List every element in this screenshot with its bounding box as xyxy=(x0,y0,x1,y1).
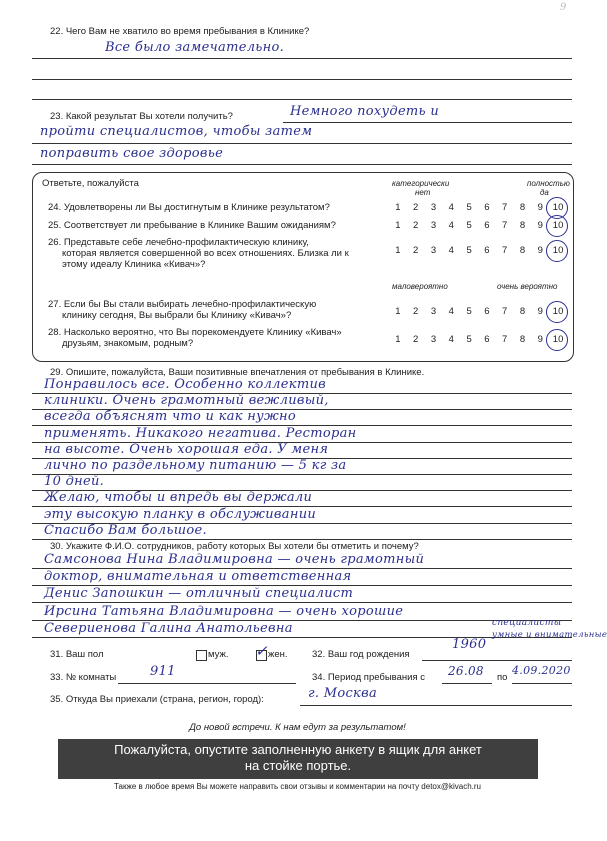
divider xyxy=(32,637,572,638)
scale-1[interactable]: 1 xyxy=(395,306,401,317)
divider xyxy=(32,164,572,165)
divider xyxy=(300,705,572,706)
q34-from: 26.08 xyxy=(448,664,484,678)
q33-label: 33. № комнаты xyxy=(50,672,117,683)
scale-9[interactable]: 9 xyxy=(537,245,543,256)
q22-label: 22. Чего Вам не хватило во время пребывания в Клинике? xyxy=(50,26,310,37)
scale-8[interactable]: 8 xyxy=(519,202,526,213)
scale-2[interactable]: 2 xyxy=(413,202,419,213)
scale-3[interactable]: 3 xyxy=(430,245,437,256)
divider xyxy=(32,539,572,540)
q35-answer: г. Москва xyxy=(308,686,378,701)
scale-6[interactable]: 6 xyxy=(484,245,490,256)
scale-10[interactable]: 10 xyxy=(552,202,564,213)
scale-9[interactable]: 9 xyxy=(537,334,543,345)
scale-3[interactable]: 3 xyxy=(430,202,437,213)
scale-2[interactable]: 2 xyxy=(413,245,419,256)
scale-label-unlikely: маловероятно xyxy=(392,282,448,291)
q26-label-2: которая является совершенной во всех отношениях. Близка ли к xyxy=(62,248,349,259)
q26-label-1: 26. Представьте себе лечебно-профилактическую клинику, xyxy=(48,237,309,248)
scale-label-very-likely: очень вероятно xyxy=(497,282,558,291)
divider xyxy=(283,122,572,123)
q30-answer-line: доктор, внимательная и ответственная xyxy=(44,569,352,585)
q26-label-3: этому идеалу Клиника «Кивач»? xyxy=(62,259,206,270)
q30-note-1: специалисты xyxy=(492,618,562,628)
instruction-banner xyxy=(58,739,538,779)
scale-6[interactable]: 6 xyxy=(484,334,490,345)
q26-scale xyxy=(389,245,567,256)
q29-answer-line: клиники. Очень грамотный вежливый, xyxy=(44,393,329,409)
divider xyxy=(32,99,572,100)
q28-selected-circle xyxy=(546,329,568,351)
q24-label: 24. Удовлетворены ли Вы достигнутым в Клинике результатом? xyxy=(48,202,330,213)
scale-4[interactable]: 4 xyxy=(448,334,454,345)
scale-label-right-2: да xyxy=(540,188,549,197)
divider xyxy=(32,474,572,475)
scale-10[interactable]: 10 xyxy=(552,245,564,256)
q29-answer-line: на высоте. Очень хорошая еда. У меня xyxy=(44,441,329,457)
scale-1[interactable]: 1 xyxy=(395,334,401,345)
scale-7[interactable]: 7 xyxy=(502,334,508,345)
q30-note-2: умные и внимательные xyxy=(492,630,607,640)
q28-scale xyxy=(389,334,567,345)
q24-scale xyxy=(389,202,567,213)
q23-answer-line3: поправить свое здоровье xyxy=(40,146,224,161)
scale-5[interactable]: 5 xyxy=(466,202,472,213)
scale-3[interactable]: 3 xyxy=(430,334,437,345)
q30-answer-line: Севериенова Галина Анатольевна xyxy=(44,620,293,636)
q29-answer-line: всегда объяснят что и как нужно xyxy=(44,409,297,425)
q34-to: 4.09.2020 xyxy=(512,664,571,677)
female-label: жен. xyxy=(268,649,288,660)
instruction-line-1: Пожалуйста, опустите заполненную анкету в ящик для анкет xyxy=(114,742,482,757)
q30-answer-line: Ирсина Татьяна Владимировна — очень хорошие xyxy=(44,603,404,619)
scale-8[interactable]: 8 xyxy=(519,220,526,231)
q27-label-1: 27. Если бы Вы стали выбирать лечебно-профилактическую xyxy=(48,299,317,310)
scale-5[interactable]: 5 xyxy=(466,306,472,317)
q25-label: 25. Соответствует ли пребывание в Клинике Вашим ожиданиям? xyxy=(48,220,336,231)
q29-answer-line: лично по раздельному питанию — 5 кг за xyxy=(44,458,347,473)
instruction-line-2: на стойке портье. xyxy=(244,758,352,773)
scale-8[interactable]: 8 xyxy=(519,334,526,345)
scale-4[interactable]: 4 xyxy=(448,306,454,317)
male-label: муж. xyxy=(208,649,229,660)
divider xyxy=(32,143,572,144)
scale-8[interactable]: 8 xyxy=(519,245,526,256)
scale-1[interactable]: 1 xyxy=(395,245,401,256)
q29-answer-line: Спасибо Вам большое. xyxy=(44,522,207,538)
scale-7[interactable]: 7 xyxy=(502,306,508,317)
male-checkbox[interactable] xyxy=(196,650,207,661)
scale-2[interactable]: 2 xyxy=(413,334,419,345)
q28-label-2: друзьям, знакомым, родным? xyxy=(62,338,194,349)
q26-selected-circle xyxy=(546,240,568,262)
q25-selected-circle xyxy=(546,215,568,237)
divider xyxy=(512,683,572,684)
ratings-header: Ответьте, пожалуйста xyxy=(42,178,139,189)
scale-label-right: полностью xyxy=(527,179,570,188)
scale-5[interactable]: 5 xyxy=(466,334,472,345)
scale-9[interactable]: 9 xyxy=(537,220,543,231)
q28-label-1: 28. Насколько вероятно, что Вы порекомендуете Клинику «Кивач» xyxy=(48,327,342,338)
scale-4[interactable]: 4 xyxy=(448,220,454,231)
q34-to-label: по xyxy=(497,672,508,683)
q29-answer-line: применять. Никакого негатива. Ресторан xyxy=(44,425,357,441)
q31-label: 31. Ваш пол xyxy=(50,649,104,660)
divider xyxy=(442,683,492,684)
scale-4[interactable]: 4 xyxy=(448,202,454,213)
scale-5[interactable]: 5 xyxy=(466,245,472,256)
scale-5[interactable]: 5 xyxy=(466,220,472,231)
scale-9[interactable]: 9 xyxy=(537,306,543,317)
scale-2[interactable]: 2 xyxy=(413,220,419,231)
scale-1[interactable]: 1 xyxy=(395,202,401,213)
q22-answer: Все было замечательно. xyxy=(105,40,285,55)
q32-label: 32. Ваш год рождения xyxy=(312,649,410,660)
scale-label-left: категорически xyxy=(392,179,450,188)
divider xyxy=(32,58,572,59)
q27-scale xyxy=(389,306,567,317)
q30-answer-line: Самсонова Нина Владимировна — очень грамотный xyxy=(44,552,425,567)
scale-7[interactable]: 7 xyxy=(502,220,508,231)
q25-scale xyxy=(389,220,567,231)
scale-6[interactable]: 6 xyxy=(484,306,490,317)
q29-answer-line: эту высокую планку в обслуживании xyxy=(44,506,317,522)
page-number: 9 xyxy=(560,2,567,13)
q27-selected-circle xyxy=(546,301,568,323)
q27-label-2: клинику сегодня, Вы выбрали бы Клинику «Кивач»? xyxy=(62,310,292,321)
q32-answer: 1960 xyxy=(452,637,487,652)
q23-label: 23. Какой результат Вы хотели получить? xyxy=(50,111,233,122)
q33-answer: 911 xyxy=(150,664,176,679)
scale-4[interactable]: 4 xyxy=(448,245,454,256)
scale-10[interactable]: 10 xyxy=(552,220,564,231)
scale-2[interactable]: 2 xyxy=(413,306,419,317)
divider xyxy=(118,683,296,684)
q29-label: 29. Опишите, пожалуйста, Ваши позитивные впечатления от пребывания в Клинике. xyxy=(50,367,425,378)
divider xyxy=(32,79,572,80)
q34-label: 34. Период пребывания с xyxy=(312,672,425,683)
scale-label-left-2: нет xyxy=(415,188,431,197)
contact-text: Также в любое время Вы можете направить свои отзывы и комментарии на почту detox@kivach.ru xyxy=(113,782,482,791)
female-checkmark: ✓ xyxy=(255,642,268,660)
scale-6[interactable]: 6 xyxy=(484,202,490,213)
q30-answer-line: Денис Запошкин — отличный специалист xyxy=(44,586,354,602)
scale-10[interactable]: 10 xyxy=(552,306,564,317)
q23-answer-line1: Немного похудеть и xyxy=(290,104,440,119)
scale-9[interactable]: 9 xyxy=(537,202,543,213)
scale-8[interactable]: 8 xyxy=(519,306,526,317)
scale-7[interactable]: 7 xyxy=(502,202,508,213)
scale-10[interactable]: 10 xyxy=(552,334,564,345)
scale-1[interactable]: 1 xyxy=(395,220,401,231)
q23-answer-line2: пройти специалистов, чтобы затем xyxy=(40,124,313,139)
q35-label: 35. Откуда Вы приехали (страна, регион, город): xyxy=(50,694,264,705)
divider xyxy=(422,660,572,661)
q30-label: 30. Укажите Ф.И.О. сотрудников, работу которых Вы хотели бы отметить и почему? xyxy=(50,541,419,552)
q29-answer-line: Желаю, чтобы и впредь вы держали xyxy=(44,490,313,506)
scale-7[interactable]: 7 xyxy=(502,245,508,256)
farewell-text: До новой встречи. К нам едут за результатом! xyxy=(189,722,406,733)
q29-answer-line: Понравилось все. Особенно коллектив xyxy=(44,377,326,392)
scale-6[interactable]: 6 xyxy=(484,220,490,231)
q29-answer-line: 10 дней. xyxy=(44,474,105,490)
scale-3[interactable]: 3 xyxy=(430,306,437,317)
scale-3[interactable]: 3 xyxy=(430,220,437,231)
